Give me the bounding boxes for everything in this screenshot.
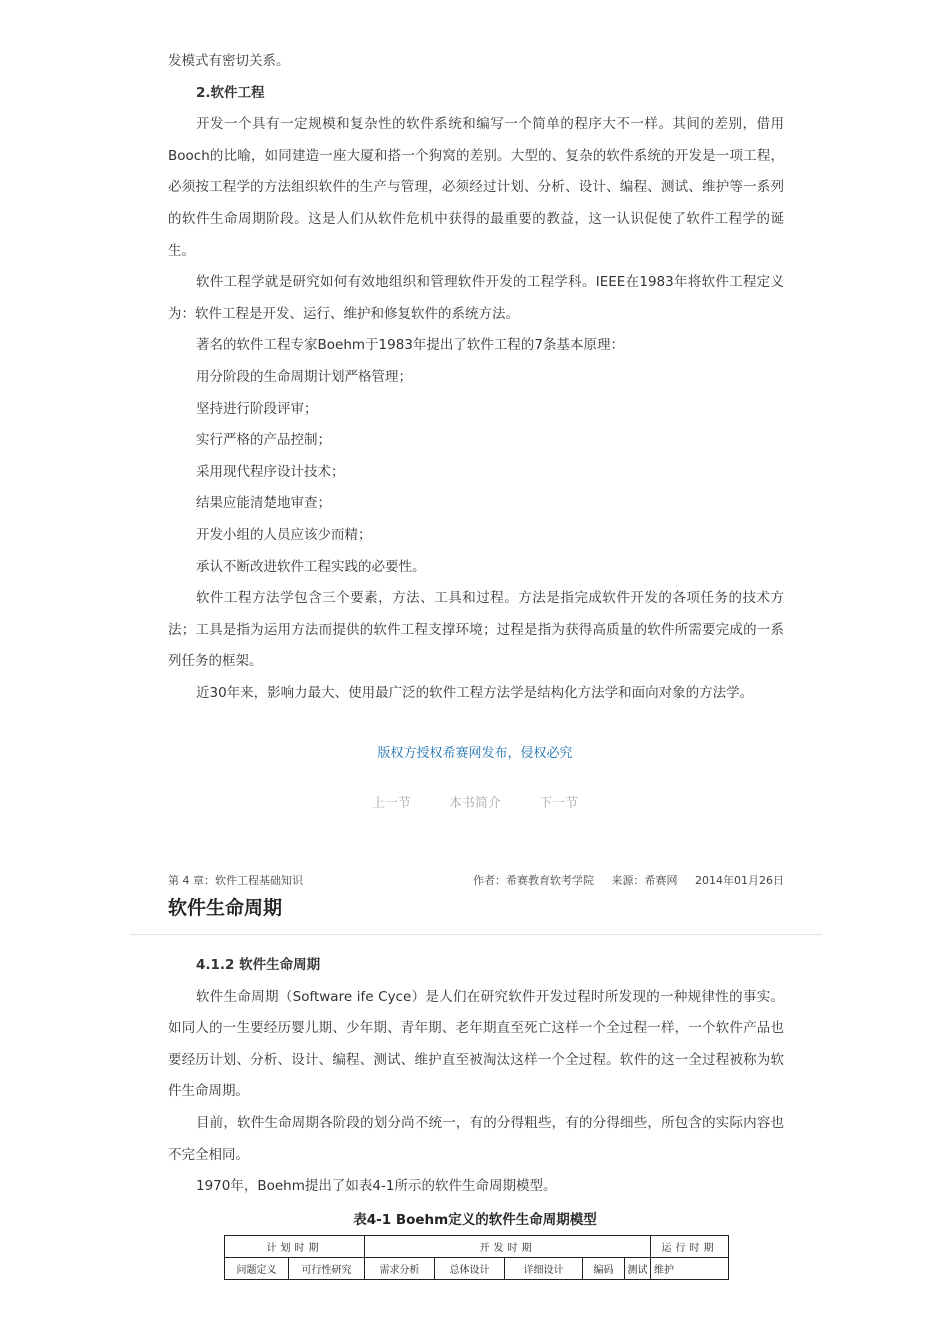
paragraph: 软件工程方法学包含三个要素，方法、工具和过程。方法是指完成软件开发的各项任务的技术方法；工具是指为运用方法而提供的软件工程支撑环境；过程是指为获得高质量的软件所需要完成的一系列任务的框架。 <box>168 590 784 670</box>
chapter-navigation <box>0 792 950 811</box>
phase-cell: 详细设计 <box>505 1258 583 1280</box>
period-cell: 运行时期 <box>651 1236 729 1258</box>
source-label: 来源：希赛网 <box>611 874 678 887</box>
top-section <box>168 46 784 709</box>
period-cell: 计划时期 <box>225 1236 365 1258</box>
article-title: 软件生命周期 <box>168 897 283 919</box>
paragraph: 软件生命周期（Software ife Cyce）是人们在研究软件开发过程时所发现的一种规律性的事实。如同人的一生要经历婴儿期、少年期、青年期、老年期直至死亡这样一个全过程一样，一个软件产品也要经历计划、分析、设计、编程、测试、维护直至被淘汰这样一个全过程。软件的这一全过程被称为软件生命周期。 <box>168 988 784 1100</box>
principle-item: 开发小组的人员应该少而精； <box>196 526 372 543</box>
section-heading: 4.1.2 软件生命周期 <box>196 957 321 973</box>
paragraph: 近30年来，影响力最大、使用最广泛的软件工程方法学是结构化方法学和面向对象的方法学。 <box>196 684 754 701</box>
paragraph: 1970年，Boehm提出了如表4-1所示的软件生命周期模型。 <box>196 1178 557 1195</box>
next-section-link[interactable]: 下一节 <box>539 796 579 811</box>
divider <box>130 934 822 935</box>
phase-cell: 总体设计 <box>435 1258 505 1280</box>
prev-section-link[interactable]: 上一节 <box>371 796 411 811</box>
principle-item: 用分阶段的生命周期计划严格管理； <box>196 368 412 385</box>
phase-cell: 测试 <box>625 1258 651 1280</box>
principle-item: 坚持进行阶段评审； <box>196 400 318 417</box>
principle-item: 采用现代程序设计技术； <box>196 463 345 480</box>
article-body <box>168 950 784 1203</box>
phase-cell: 问题定义 <box>225 1258 289 1280</box>
paragraph: 软件工程学就是研究如何有效地组织和管理软件开发的工程学科。IEEE在1983年将软件工程定义为：软件工程是开发、运行、维护和修复软件的系统方法。 <box>168 274 784 322</box>
principle-item: 结果应能清楚地审查； <box>196 495 331 512</box>
chapter-label: 第 4 章：软件工程基础知识 <box>168 874 303 887</box>
section-heading: 2.软件工程 <box>196 84 265 101</box>
principle-item: 实行严格的产品控制； <box>196 432 331 449</box>
copyright-notice: 版权方授权希赛网发布，侵权必究 <box>377 746 573 761</box>
phase-cell: 需求分析 <box>365 1258 435 1280</box>
paragraph: 开发一个具有一定规模和复杂性的软件系统和编写一个简单的程序大不一样。其间的差别，借用Booch的比喻，如同建造一座大厦和搭一个狗窝的差别。大型的、复杂的软件系统的开发是一项工程，必须按工程学的方法组织软件的生产与管理，必须经过计划、分析、设计、编程、测试、维护等一系列的软件生命周期阶段。这是人们从软件危机中获得的最重要的教益，这一认识促使了软件工程学的诞生。 <box>168 116 784 259</box>
principle-item: 承认不断改进软件工程实践的必要性。 <box>196 558 426 575</box>
continuation-text: 发模式有密切关系。 <box>168 53 290 69</box>
author-label: 作者：希赛教育软考学院 <box>473 874 594 887</box>
lifecycle-table <box>224 1235 729 1280</box>
table-caption: 表4-1 Boehm定义的软件生命周期模型 <box>353 1212 597 1228</box>
book-intro-link[interactable]: 本书简介 <box>448 796 501 811</box>
phase-cell: 可行性研究 <box>289 1258 365 1280</box>
paragraph: 目前，软件生命周期各阶段的划分尚不统一，有的分得粗些，有的分得细些，所包含的实际内容也不完全相同。 <box>168 1114 784 1163</box>
phase-cell: 编码 <box>583 1258 625 1280</box>
phase-cell: 维护 <box>651 1258 729 1280</box>
period-cell: 开发时期 <box>365 1236 651 1258</box>
article-meta <box>168 872 784 888</box>
paragraph: 著名的软件工程专家Boehm于1983年提出了软件工程的7条基本原理： <box>196 337 624 354</box>
date-label: 2014年01月26日 <box>695 874 784 887</box>
